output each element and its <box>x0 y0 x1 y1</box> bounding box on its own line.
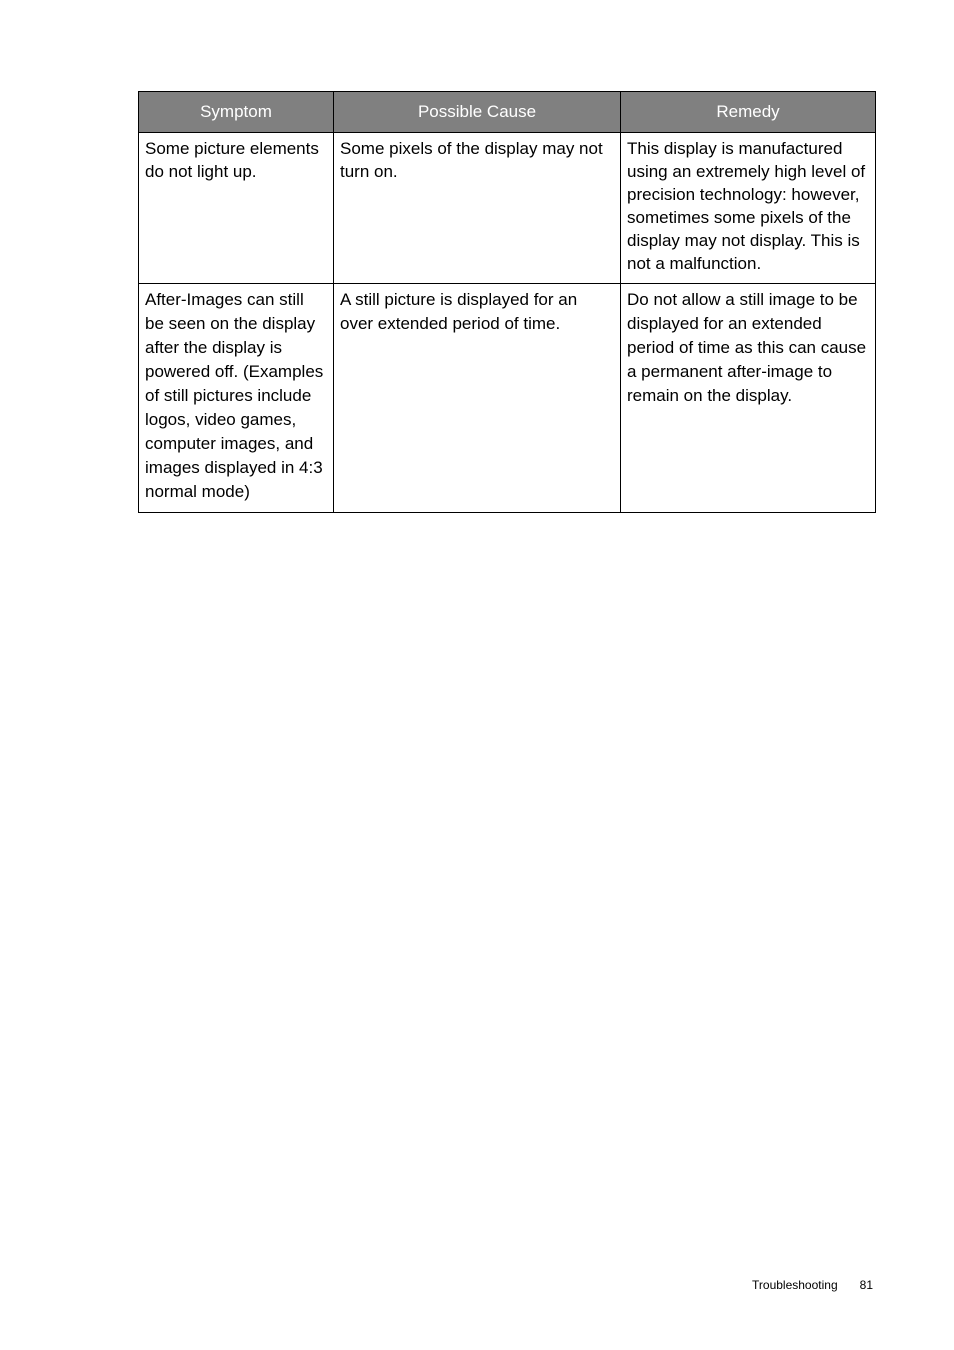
page-number: 81 <box>859 1278 873 1292</box>
page-footer <box>752 1278 873 1292</box>
footer-section-title: Troubleshooting <box>752 1278 838 1292</box>
cell-symptom: Some picture elements do not light up. <box>139 133 334 284</box>
table-row <box>139 284 876 513</box>
header-symptom: Symptom <box>139 92 334 133</box>
cell-cause: Some pixels of the display may not turn on. <box>334 133 621 284</box>
table-row <box>139 133 876 284</box>
header-possible-cause: Possible Cause <box>334 92 621 133</box>
troubleshooting-table <box>138 91 876 513</box>
cell-remedy: Do not allow a still image to be displayed for an extended period of time as this can cause a permanent after-image to remain on the display. <box>621 284 876 513</box>
cell-cause: A still picture is displayed for an over extended period of time. <box>334 284 621 513</box>
header-remedy: Remedy <box>621 92 876 133</box>
table-header-row <box>139 92 876 133</box>
cell-symptom: After-Images can still be seen on the display after the display is powered off. (Examples of still pictures include logos, video games, computer images, and images displayed in 4:3 normal mode) <box>139 284 334 513</box>
cell-remedy: This display is manufactured using an extremely high level of precision technology: however, sometimes some pixels of the display may not display. This is not a malfunction. <box>621 133 876 284</box>
